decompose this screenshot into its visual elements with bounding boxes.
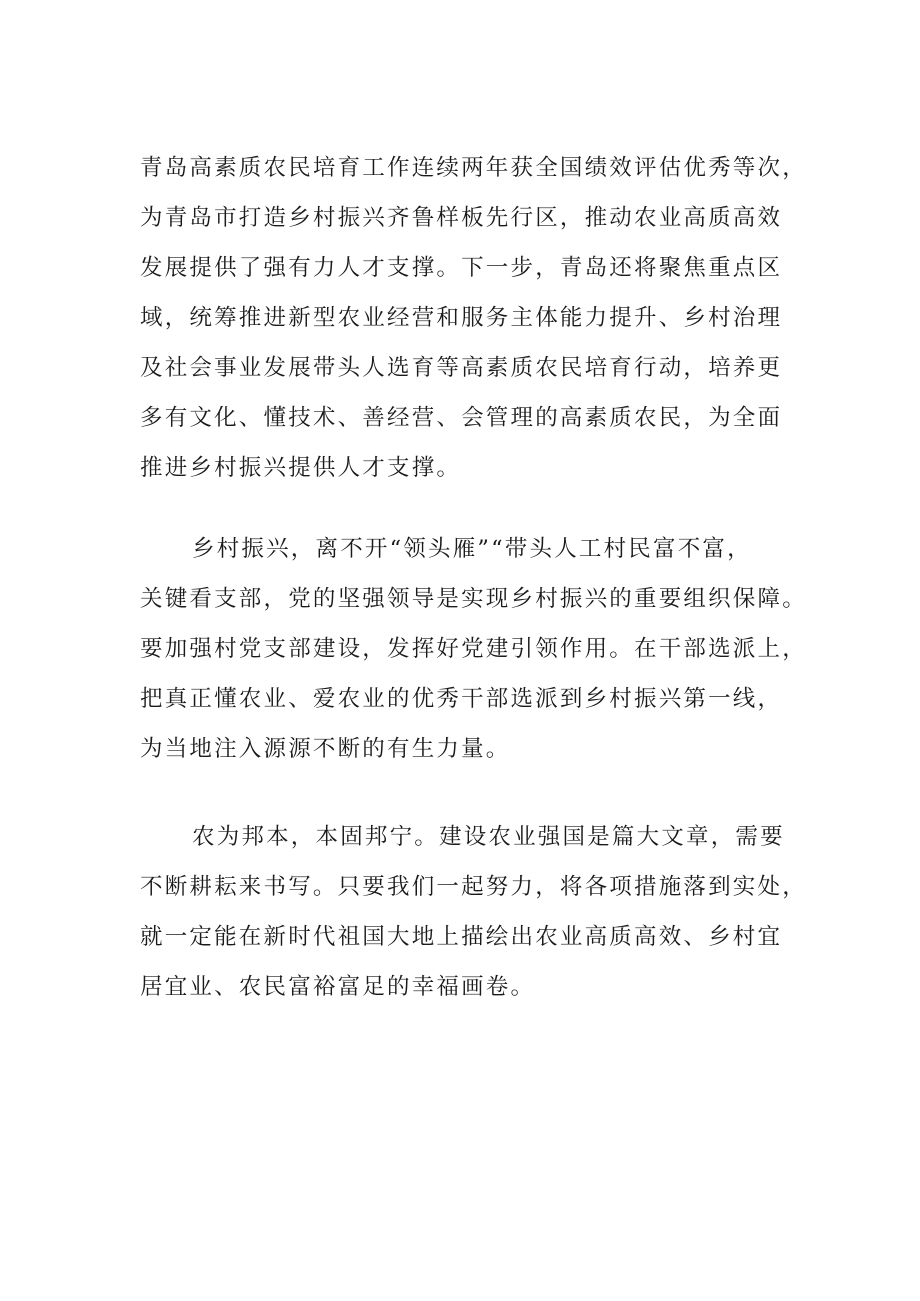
text-line: 关键看支部，党的坚强领导是实现乡村振兴的重要组织保障。 [140,586,807,612]
text-line: 为当地注入源源不断的有生力量。 [140,736,511,762]
text-line: 居宜业、农民富裕富足的幸福画卷。 [140,974,536,1000]
text-line: 要加强村党支部建设，发挥好党建引领作用。在干部选派上， [140,636,807,662]
text-line: 不断耕耘来书写。只要我们一起努力，将各项措施落到实处， [140,874,807,900]
text-line: 把真正懂农业、爱农业的优秀干部选派到乡村振兴第一线， [140,686,783,712]
paragraph-1 [140,143,807,493]
text-line: 多有文化、懂技术、善经营、会管理的高素质农民，为全面 [140,405,783,431]
text-line: 农为邦本，本固邦宁。建设农业强国是篇大文章，需要 [192,824,785,850]
text-line: 为青岛市打造乡村振兴齐鲁样板先行区，推动农业高质高效 [140,205,783,231]
text-line: 就一定能在新时代祖国大地上描绘出农业高质高效、乡村宜 [140,924,783,950]
paragraph-3 [140,812,807,1012]
paragraph-2 [140,524,807,774]
text-line: 乡村振兴，离不开“领头雁”“带头人工村民富不富， [192,536,752,562]
text-line: 及社会事业发展带头人选育等高素质农民培育行动，培养更 [140,355,783,381]
text-line: 域，统筹推进新型农业经营和服务主体能力提升、乡村治理 [140,305,783,331]
text-line: 推进乡村振兴提供人才支撑。 [140,455,462,481]
text-line: 青岛高素质农民培育工作连续两年获全国绩效评估优秀等次， [140,155,807,181]
text-line: 发展提供了强有力人才支撑。下一步，青岛还将聚焦重点区 [140,255,783,281]
